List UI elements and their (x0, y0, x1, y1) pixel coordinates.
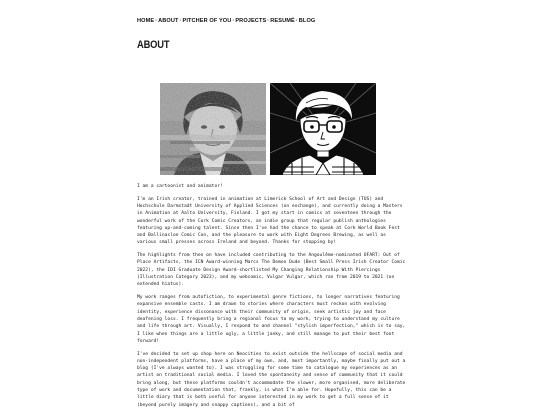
nav-link-pitcher-of-you[interactable]: PITCHER OF YOU (182, 18, 232, 24)
self-portrait-illustration (270, 83, 376, 175)
page-title: ABOUT (137, 39, 170, 51)
nav-link-blog[interactable]: BLOG (298, 18, 316, 24)
highlights-paragraph: The highlights from then on have included contributing to the Angoulême-nominated OFART: Out of Place Artifacts, the ICN Award-winning Marcs The Demon Dude (Best Small Press Irish Creator Comic 2022), the IDI Graduate Design Award-shortlisted My Changing Relationship With Piercings (Illustration Category 2023), and my webcomic, Vulgar Vulgar, which ran from 2019 to 2021 (on extended hiatus). (137, 253, 406, 288)
nav-separator: · (267, 18, 270, 24)
nav-link-resume[interactable]: RESUMÉ (270, 18, 295, 24)
nav-link-projects[interactable]: PROJECTS (235, 18, 267, 24)
nav-separator: · (155, 18, 158, 24)
neocities-paragraph: I've decided to set up shop here on Neocities to exist outside the hellscape of social media and non-independent platforms, have a place of my own, and, most importantly, maybe finally put out a blog (I've always wanted to). I was struggling for some time to catalogue my experiences as an artist on traditional social media. I loved the spontaneity and sense of community that it could bring along, but these platforms couldn't accommodate the slower, more organised, more deliberate type of work and documentation that, frankly, is what I'm able for. Hopefully, this can be a little diary that is both useful for anyone interested in my work to get a full sense of it (beyond purely imagery and snappy captions), and a bit of (137, 351, 406, 408)
intro-paragraph: I am a cartoonist and animator! (137, 184, 223, 189)
bio-paragraph: I'm an Irish creator, trained in animation at Limerick School of Art and Design (TUS) and Hochschule Darmstadt University of Applied Sciences (on exchange), and currently doing a Masters in Animation at Aalto University, Finland. I got my start in comics at seventeen through the wonderful work of the Cork Comic Creators, an indie group that regular publish anthologies featuring up-and-coming talent. Since then I've had the chance to speak at Cork World Book Fest and Ballinasloe Comic Con, and the pleasure to work with Eight Degrees Brewing, as well as various small presses across Ireland and beyond. Thanks for stopping by! (137, 196, 403, 246)
top-nav (137, 18, 315, 24)
work-paragraph: My work ranges from autofiction, to experimental genre fictions, to longer narratives featuring expansive ensemble casts. I am drawn to stories where characters must reckon with evolving identity, experience dissonance with their community of origin, seek artistic joy and face deafening loss. I frequently bring a regional focus to my work, trying to understand my culture and life through art. Visually, I respond to and channel "stylish imperfection," which is to say, I like when things are a little ugly, a little janky, and still manage to put their best foot forward! (137, 295, 406, 344)
nav-separator: · (295, 18, 298, 24)
nav-separator: · (232, 18, 235, 24)
about-content (137, 183, 407, 414)
nav-separator: · (179, 18, 182, 24)
portrait-pair (160, 83, 378, 175)
nav-link-about[interactable]: ABOUT (158, 18, 179, 24)
nav-link-home[interactable]: HOME (137, 18, 155, 24)
photo-portrait (160, 83, 266, 175)
